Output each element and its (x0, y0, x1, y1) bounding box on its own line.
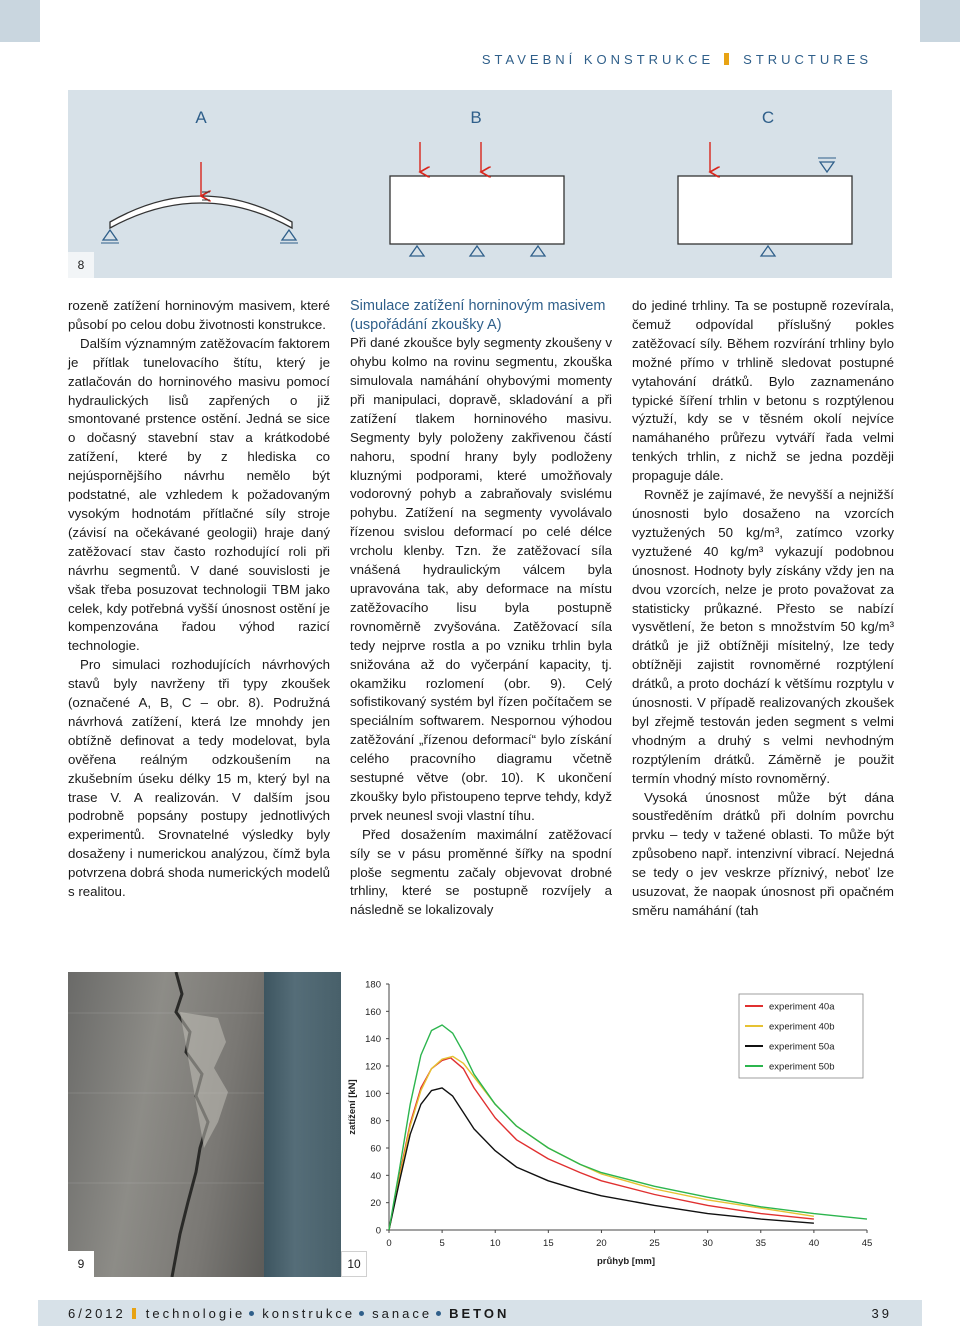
paragraph: Před dosažením maximální zatěžovací síly se v pásu proměnné šířky na spodní ploše segmentu začaly objevovat drobné trhliny, které se postupně rozvíjely a následně se lokalizovaly (350, 826, 612, 918)
x-tick-label: 15 (543, 1238, 554, 1249)
x-tick-label: 30 (702, 1238, 713, 1249)
paragraph: Vysoká únosnost může být dána soustředěním drátků při dolním povrchu prvku – tedy v tažené oblasti. To může být způsobeno např. intenzivní vibrací. Nejedná se tedy o jev veskrze příznivý, neboť lze usuzovat, že naopak únosnost při opačném směru namáhání (tah (632, 789, 894, 918)
setup-c-diagram (678, 142, 852, 256)
y-tick-label: 20 (370, 1198, 381, 1210)
figure-9-crack-photo (68, 972, 341, 1277)
y-tick-label: 120 (365, 1061, 381, 1073)
setup-label-a: A (195, 108, 207, 127)
corner-decoration-right (920, 0, 960, 42)
paragraph: rozeně zatížení horninovým masivem, které působí po celou dobu životnosti konstrukce. (68, 298, 330, 332)
y-tick-label: 40 (370, 1170, 381, 1182)
x-tick-label: 20 (596, 1238, 607, 1249)
figure-8-number: 8 (68, 252, 94, 278)
x-tick-label: 5 (439, 1238, 445, 1249)
footer-separator (132, 1308, 136, 1319)
y-tick-label: 180 (365, 979, 381, 991)
running-header (482, 52, 872, 67)
footer-word: konstrukce (262, 1306, 356, 1321)
setup-b-diagram (390, 142, 564, 256)
steel-frame (264, 972, 341, 1277)
x-tick-label: 10 (489, 1238, 501, 1249)
x-tick-label: 40 (808, 1238, 820, 1249)
x-tick-label: 0 (386, 1238, 392, 1249)
footer-dot (359, 1311, 364, 1316)
footer-issue: 6/2012 (68, 1306, 126, 1321)
test-setup-diagram (68, 90, 892, 278)
x-tick-label: 35 (755, 1238, 767, 1249)
paragraph: do jediné trhliny. Ta se postupně rozevírala, čemuž odpovídal příslušný pokles zatěžovací síly. Během rozvírání trhliny bylo možné přímo v trhlině sledovat postupné vytahování drátků. Bylo zaznamenáno typické šíření trhlin v betonu s rozptýlenou výztuží, kdy se v těsném okolí nejvíce namáhaného průřezu vytváří řada velmi tenkých trhlin, z nichž se jedna později propaguje dále. (632, 298, 894, 484)
setup-a-diagram (101, 162, 298, 243)
text-column-2 (350, 297, 612, 920)
chart-svg (341, 972, 892, 1277)
y-tick-label: 160 (365, 1006, 381, 1018)
y-axis-label: zatížení [kN] (347, 1079, 358, 1135)
y-tick-label: 100 (365, 1088, 381, 1100)
footer-dot (436, 1311, 441, 1316)
footer-dot (249, 1311, 254, 1316)
paragraph: Dalším významným zatěžovacím faktorem je přítlak tunelovacího štítu, který je zatlačován do horninového masivu pomocí hydraulických lisů zapřených o již smontované prstence ostění. Jedná se sice o dočasný stavební stav a krátkodobé zatížení, které by z hlediska co nejúspornějšího návrhu nemělo být podstatné, ale vzhledem k požadovaným vysokým hodnotám přítlačné síly stroje (závisí na očekávané geologii) hraje daný zatěžovací stav často rozhodující roli při návrhu segmentů. V dané souvislosti je však třeba posuzovat technologii TBM jako celek, kdy potřebná vyšší únosnost ostění je kompenzována řadou výhod razicí technologie. (68, 335, 330, 654)
footer-word: technologie (145, 1306, 246, 1321)
figure-10-load-deflection-chart (341, 972, 892, 1277)
figure-9-number: 9 (68, 1251, 94, 1277)
setup-label-c: C (761, 108, 775, 127)
figure-10-number: 10 (341, 1251, 367, 1277)
x-tick-label: 25 (649, 1238, 660, 1249)
legend-label: experiment 50b (769, 1061, 835, 1073)
page-number: 39 (871, 1306, 892, 1321)
footer-publication (68, 1306, 509, 1321)
legend-label: experiment 40a (769, 1001, 835, 1013)
x-axis-label: průhyb [mm] (596, 1256, 656, 1267)
y-tick-label: 140 (365, 1034, 381, 1046)
footer-brand: BETON (449, 1306, 510, 1321)
y-tick-label: 80 (370, 1116, 381, 1128)
paragraph: Rovněž je zajímavé, že nevyšší a nejnižší únosnosti bylo dosaženo na vzorcích vyztužených 50 kg/m³, zatímco vzorky vyztužené 40 kg/m³ vykazují podobnou únosnost. Hodnoty byly získány vždy jen na dvou vzorcích, nelze je proto považovat za statisticky průkazné. Přesto se nabízí vysvětlení, že beton s množstvím 50 kg/m³ drátků je již obtížněji mísitelný, lze tedy obtížněji zajistit rovnoměrné rozptýlení drátků, a proto dochází k většímu rozptylu v únosnosti. V případě realizovaných zkoušek byl zřejmě testován jeden segment s velmi vhodným a druhý s velmi nevhodným rozptýlením drátků. Záměrně je použit termín vhodný místo rovnoměrný. (632, 487, 894, 786)
header-section-en: STRUCTURES (743, 52, 872, 67)
legend-label: experiment 40b (769, 1021, 835, 1033)
setup-label-b: B (470, 108, 482, 127)
crack-drawing (68, 972, 264, 1277)
corner-decoration-left (0, 0, 40, 42)
section-heading: Simulace zatížení horninovým masivem (uspořádání zkoušky A) (350, 298, 606, 333)
footer-word: sanace (372, 1306, 433, 1321)
legend-label: experiment 50a (769, 1041, 835, 1053)
y-tick-label: 60 (370, 1143, 381, 1155)
y-tick-label: 0 (375, 1225, 381, 1237)
figure-8-test-setups (68, 90, 892, 278)
text-column-3 (632, 297, 894, 921)
header-section-cz: STAVEBNÍ KONSTRUKCE (481, 52, 715, 67)
paragraph: Pro simulaci rozhodujících návrhových stavů byly navrženy tři typy zkoušek (označené A, B, C – obr. 8). Podružná návrhová zatížení, která lze mnohdy jen obtížně definovat a tedy modelovat, byla ověřena reálným odzkoušením na zkušebním úseku délky 15 m, který byl na trase V. A realizován. V dalším jsou podrobně popsány postupy jednotlivých experimentů. Srovnatelné výsledky byly dosaženy i numerickou analýzou, čímž byla potvrzena dobrá shoda numerických modelů s realitou. (68, 657, 330, 900)
header-separator (724, 53, 729, 65)
paragraph: Při dané zkoušce byly segmenty zkoušeny v ohybu kolmo na rovinu segmentu, zkouška simulovala namáhání ohybovými momenty při manipulaci, dopravě, skladování a při zatížení tlakem horninového masivu. Segmenty byly položeny zakřivenou částí nahoru, spodní hrany byly podloženy kluznými podporami, které umožňovaly vodorovný pohyb a zabraňovaly svislému pohybu. Zatížení na segmenty vyvolávalo řízenou svislou deformací po celé délce vrcholu klenby. Tzn. že zatěžovací síla vnášená hydraulickým válcem byla upravována tak, aby deformace na místu zatěžovacího lisu byla postupně rovnoměrně zvyšována. Zatěžovací síla tedy nejprve rostla a po vzniku trhlin byla snižována až do vyčerpání kapacity, tj. okamžiku rozlomení (obr. 9). Celý sofistikovaný systém byl řízen počítačem se speciálním softwarem. Nespornou výhodou zatěžování „řízenou deformací“ bylo získání celého pracovního diagramu včetně sestupné větve (obr. 10). K ukončení zkoušky bylo přistoupeno teprve tehdy, když prvek neunesl svoji vlastní tíhu. (350, 335, 612, 823)
text-column-1 (68, 297, 330, 902)
x-tick-label: 45 (861, 1238, 873, 1249)
